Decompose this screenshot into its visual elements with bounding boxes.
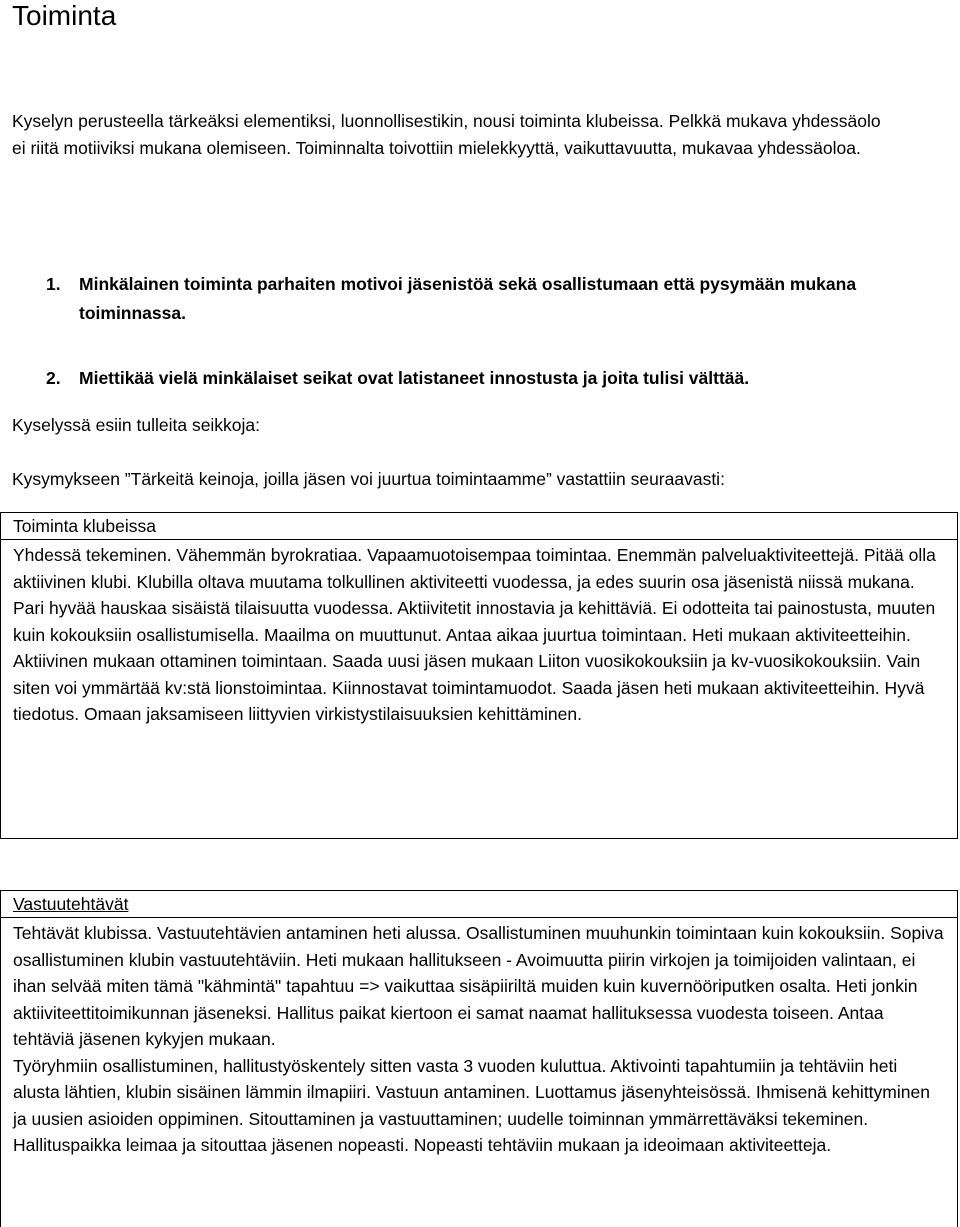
question-2-text: Miettikää vielä minkälaiset seikat ovat latistaneet innostusta ja joita tulisi välttää. [79,368,750,388]
section-paragraph: Työryhmiin osallistuminen, hallitustyöskentely sitten vasta 3 vuoden kuluttua. Aktivointi tapahtumiin ja tehtäviin heti alusta lähtien, klubin sisäinen lämmin ilmapiiri. Vastuun antaminen. Luottamus jäsenyhteisössä. Ihmisenä kehittyminen ja uusien asioiden oppiminen. Sitouttaminen ja vastuuttaminen; uudelle toiminnan ymmärrettäväksi tekeminen. Hallituspaikka leimaa ja sitouttaa jäsenen nopeasti. Nopeasti tehtäviin mukaan ja ideoimaan aktiviteetteja. [13,1055,930,1155]
page-title: Toiminta [12,0,117,31]
question-2-number: 2. [46,368,61,388]
section-title: Vastuutehtävät [1,890,957,918]
question-2 [46,364,926,393]
section-paragraph: Yhdessä tekeminen. Vähemmän byrokratiaa. Vapaamuotoisempaa toimintaa. Enemmän palveluaktiviteettejä. Pitää olla aktiivinen klubi. Klubilla oltava muutama tolkullinen aktiviteetti vuodessa, ja edes suurin osa jäsenistä niissä mukana. Pari hyvää hauskaa sisäistä tilaisuutta vuodessa. Aktiivitetit innostavia ja kehittäviä. Ei odotteita tai painostusta, muuten kuin kokouksiin osallistumisella. Maailma on muuttunut. Antaa aikaa juurtua toimintaan. Heti mukaan aktiviteetteihin. Aktiivinen mukaan ottaminen toimintaan. Saada uusi jäsen mukaan Liiton vuosikokouksiin ja kv-vuosikokouksiin. Vain siten voi ymmärtää kv:stä lionstoimintaa. Kiinnostavat toimintamuodot. Saada jäsen heti mukaan aktiviteetteihin. Hyvä tiedotus. Omaan jaksamiseen liittyvien virkistystilaisuuksien kehittäminen. [13,545,936,724]
section-vastuutehtavat [0,890,958,1227]
question-line: Kysymykseen ”Tärkeitä keinoja, joilla jäsen voi juurtua toimintaamme” vastattiin seuraavasti: [12,469,725,489]
intro-paragraph: Kyselyn perusteella tärkeäksi elementiksi, luonnollisestikin, nousi toiminta klubeissa. Pelkkä mukava yhdessäolo ei riitä motiiviksi mukana olemiseen. Toiminnalta toivottiin mielekkyyttä, vaikuttavuutta, mukavaa yhdessäoloa. [12,111,881,158]
section-body [1,540,957,728]
section-body [1,918,957,1159]
survey-intro: Kyselyssä esiin tulleita seikkoja: [12,415,261,435]
section-paragraph: Tehtävät klubissa. Vastuutehtävien antaminen heti alussa. Osallistuminen muuhunkin toimintaan kuin kokouksiin. Sopiva osallistuminen klubin vastuutehtäviin. Heti mukaan hallitukseen - Avoimuutta piirin virkojen ja toimijoiden valintaan, ei ihan selvää miten tämä "kähmintä" tapahtuu => vaikuttaa sisäpiiriltä muiden kuin kuvernööriputken osalta. Heti jonkin aktiiviteettitoimikunnan jäseneksi. Hallitus paikat kiertoon ei samat naamat hallituksessa vuodesta toiseen. Antaa tehtäviä jäsenen kykyjen mukaan. [13,923,944,1049]
section-toiminta-klubeissa [0,512,958,839]
section-title: Toiminta klubeissa [1,512,957,540]
question-1 [46,270,906,328]
question-1-number: 1. [46,274,61,294]
question-1-text: Minkälainen toiminta parhaiten motivoi jäsenistöä sekä osallistumaan että pysymään mukana toiminnassa. [79,274,857,323]
